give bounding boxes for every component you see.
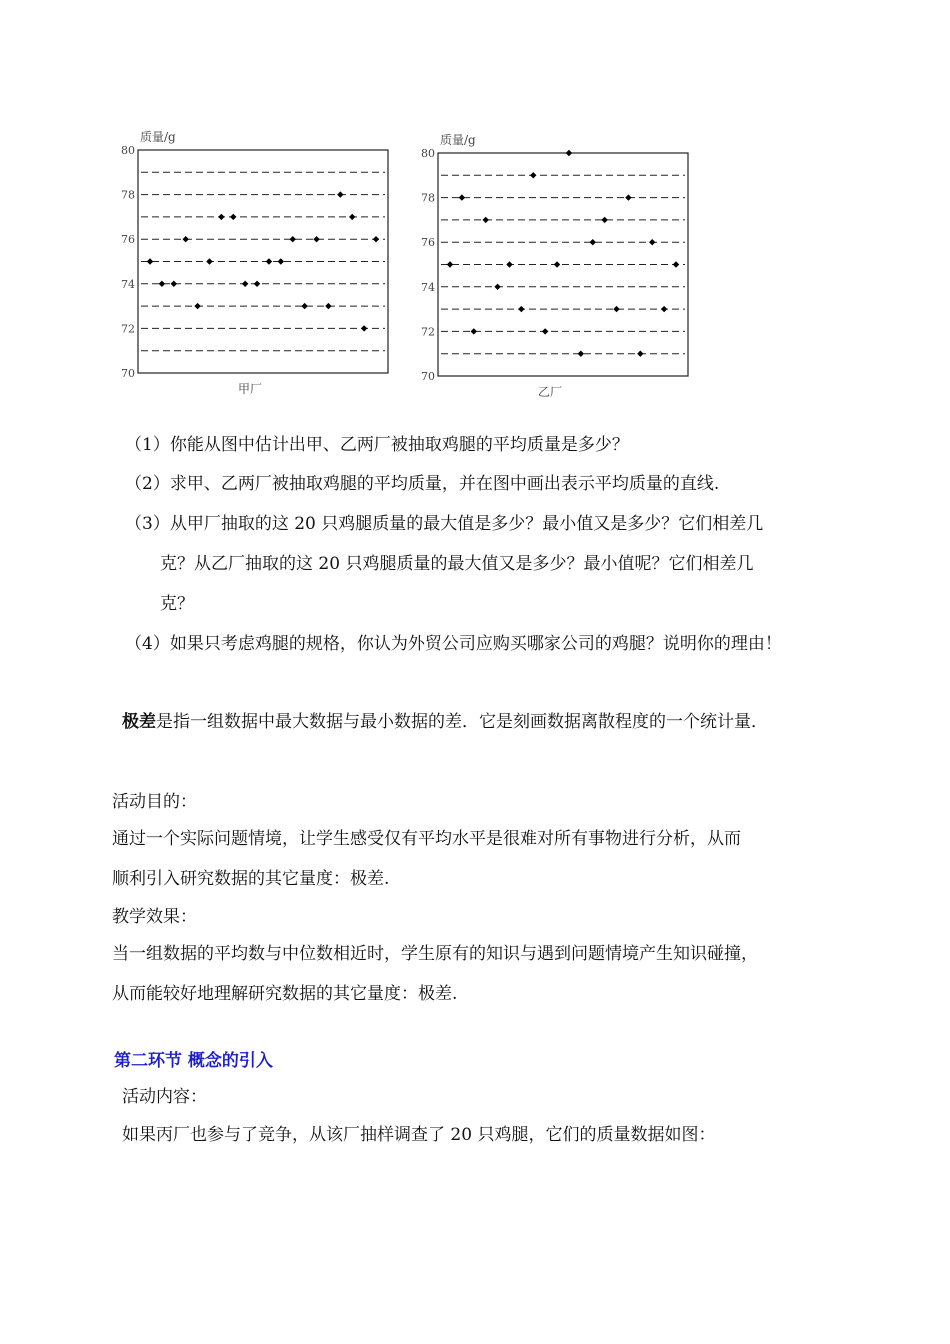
effect-line-2: 从而能较好地理解研究数据的其它量度：极差.	[112, 984, 458, 1004]
definition-term: 极差	[122, 712, 156, 732]
y-tick-label: 70	[421, 370, 435, 383]
y-tick-label: 74	[421, 280, 435, 294]
data-point	[266, 258, 272, 264]
question-3-line-1: （3）从甲厂抽取的这 20 只鸡腿质量的最大值是多少？最小值又是多少？它们相差几	[125, 514, 764, 534]
data-point	[159, 281, 165, 287]
data-point	[673, 261, 679, 267]
data-point	[182, 236, 188, 242]
question-3-line-3: 克？	[160, 594, 194, 614]
data-point	[554, 261, 560, 267]
data-point	[649, 239, 655, 245]
data-point	[230, 214, 236, 220]
data-point	[278, 258, 284, 264]
content-text: 如果丙厂也参与了竞争，从该厂抽样调查了 20 只鸡腿，它们的质量数据如图：	[122, 1125, 716, 1145]
data-point	[530, 172, 536, 178]
data-point	[349, 214, 355, 220]
data-point	[254, 281, 260, 287]
chart-yi-svg	[410, 128, 700, 403]
y-axis-label: 质量/g	[140, 130, 176, 144]
data-point	[194, 303, 200, 309]
y-tick-label: 76	[421, 236, 435, 250]
data-point	[494, 284, 500, 290]
y-tick-label: 70	[121, 367, 135, 380]
data-point	[578, 351, 584, 357]
data-point	[242, 281, 248, 287]
definition-text: 是指一组数据中最大数据与最小数据的差．它是刻画数据离散程度的一个统计量．	[156, 712, 768, 732]
data-point	[147, 258, 153, 264]
chart-jia	[110, 125, 400, 400]
data-point	[337, 191, 343, 197]
data-point	[471, 328, 477, 334]
data-point	[373, 236, 379, 242]
data-point	[313, 236, 319, 242]
y-tick-label: 78	[421, 191, 435, 205]
definition	[122, 711, 768, 733]
data-point	[590, 239, 596, 245]
data-point	[447, 261, 453, 267]
y-tick-label: 80	[421, 147, 435, 160]
question-2: （2）求甲、乙两厂被抽取鸡腿的平均质量，并在图中画出表示平均质量的直线.	[125, 474, 720, 494]
data-point	[625, 194, 631, 200]
data-point	[601, 217, 607, 223]
effect-label: 教学效果：	[112, 907, 197, 927]
question-1: （1）你能从图中估计出甲、乙两厂被抽取鸡腿的平均质量是多少？	[125, 435, 629, 455]
x-axis-label: 乙厂	[538, 385, 563, 399]
data-point	[171, 281, 177, 287]
data-point	[482, 217, 488, 223]
question-4: （4）如果只考虑鸡腿的规格，你认为外贸公司应购买哪家公司的鸡腿？说明你的理由！	[125, 634, 782, 654]
data-point	[206, 258, 212, 264]
data-point	[459, 194, 465, 200]
data-point	[613, 306, 619, 312]
data-point	[290, 236, 296, 242]
y-tick-label: 78	[121, 188, 135, 202]
y-tick-label: 76	[121, 233, 135, 247]
data-point	[361, 325, 367, 331]
data-point	[506, 261, 512, 267]
question-3-line-2: 克？从乙厂抽取的这 20 只鸡腿质量的最大值又是多少？最小值呢？它们相差几	[160, 554, 754, 574]
y-axis-label: 质量/g	[440, 133, 476, 147]
data-point	[301, 303, 307, 309]
data-point	[325, 303, 331, 309]
data-point	[566, 150, 572, 156]
purpose-label: 活动目的：	[112, 792, 197, 812]
effect-line-1: 当一组数据的平均数与中位数相近时，学生原有的知识与遇到问题情境产生知识碰撞，	[112, 944, 758, 964]
data-point	[518, 306, 524, 312]
chart-yi	[410, 128, 700, 403]
y-tick-label: 72	[121, 322, 135, 336]
x-axis-label: 甲厂	[238, 382, 263, 396]
purpose-line-1: 通过一个实际问题情境，让学生感受仅有平均水平是很难对所有事物进行分析，从而	[112, 829, 741, 849]
y-tick-label: 80	[121, 144, 135, 157]
section-heading: 第二环节 概念的引入	[114, 1051, 273, 1071]
data-point	[542, 328, 548, 334]
data-point	[218, 214, 224, 220]
data-point	[661, 306, 667, 312]
chart-jia-svg	[110, 125, 400, 400]
y-tick-label: 74	[121, 277, 135, 291]
content-label: 活动内容：	[122, 1087, 207, 1107]
purpose-line-2: 顺利引入研究数据的其它量度：极差.	[112, 869, 390, 889]
data-point	[637, 351, 643, 357]
y-tick-label: 72	[421, 325, 435, 339]
